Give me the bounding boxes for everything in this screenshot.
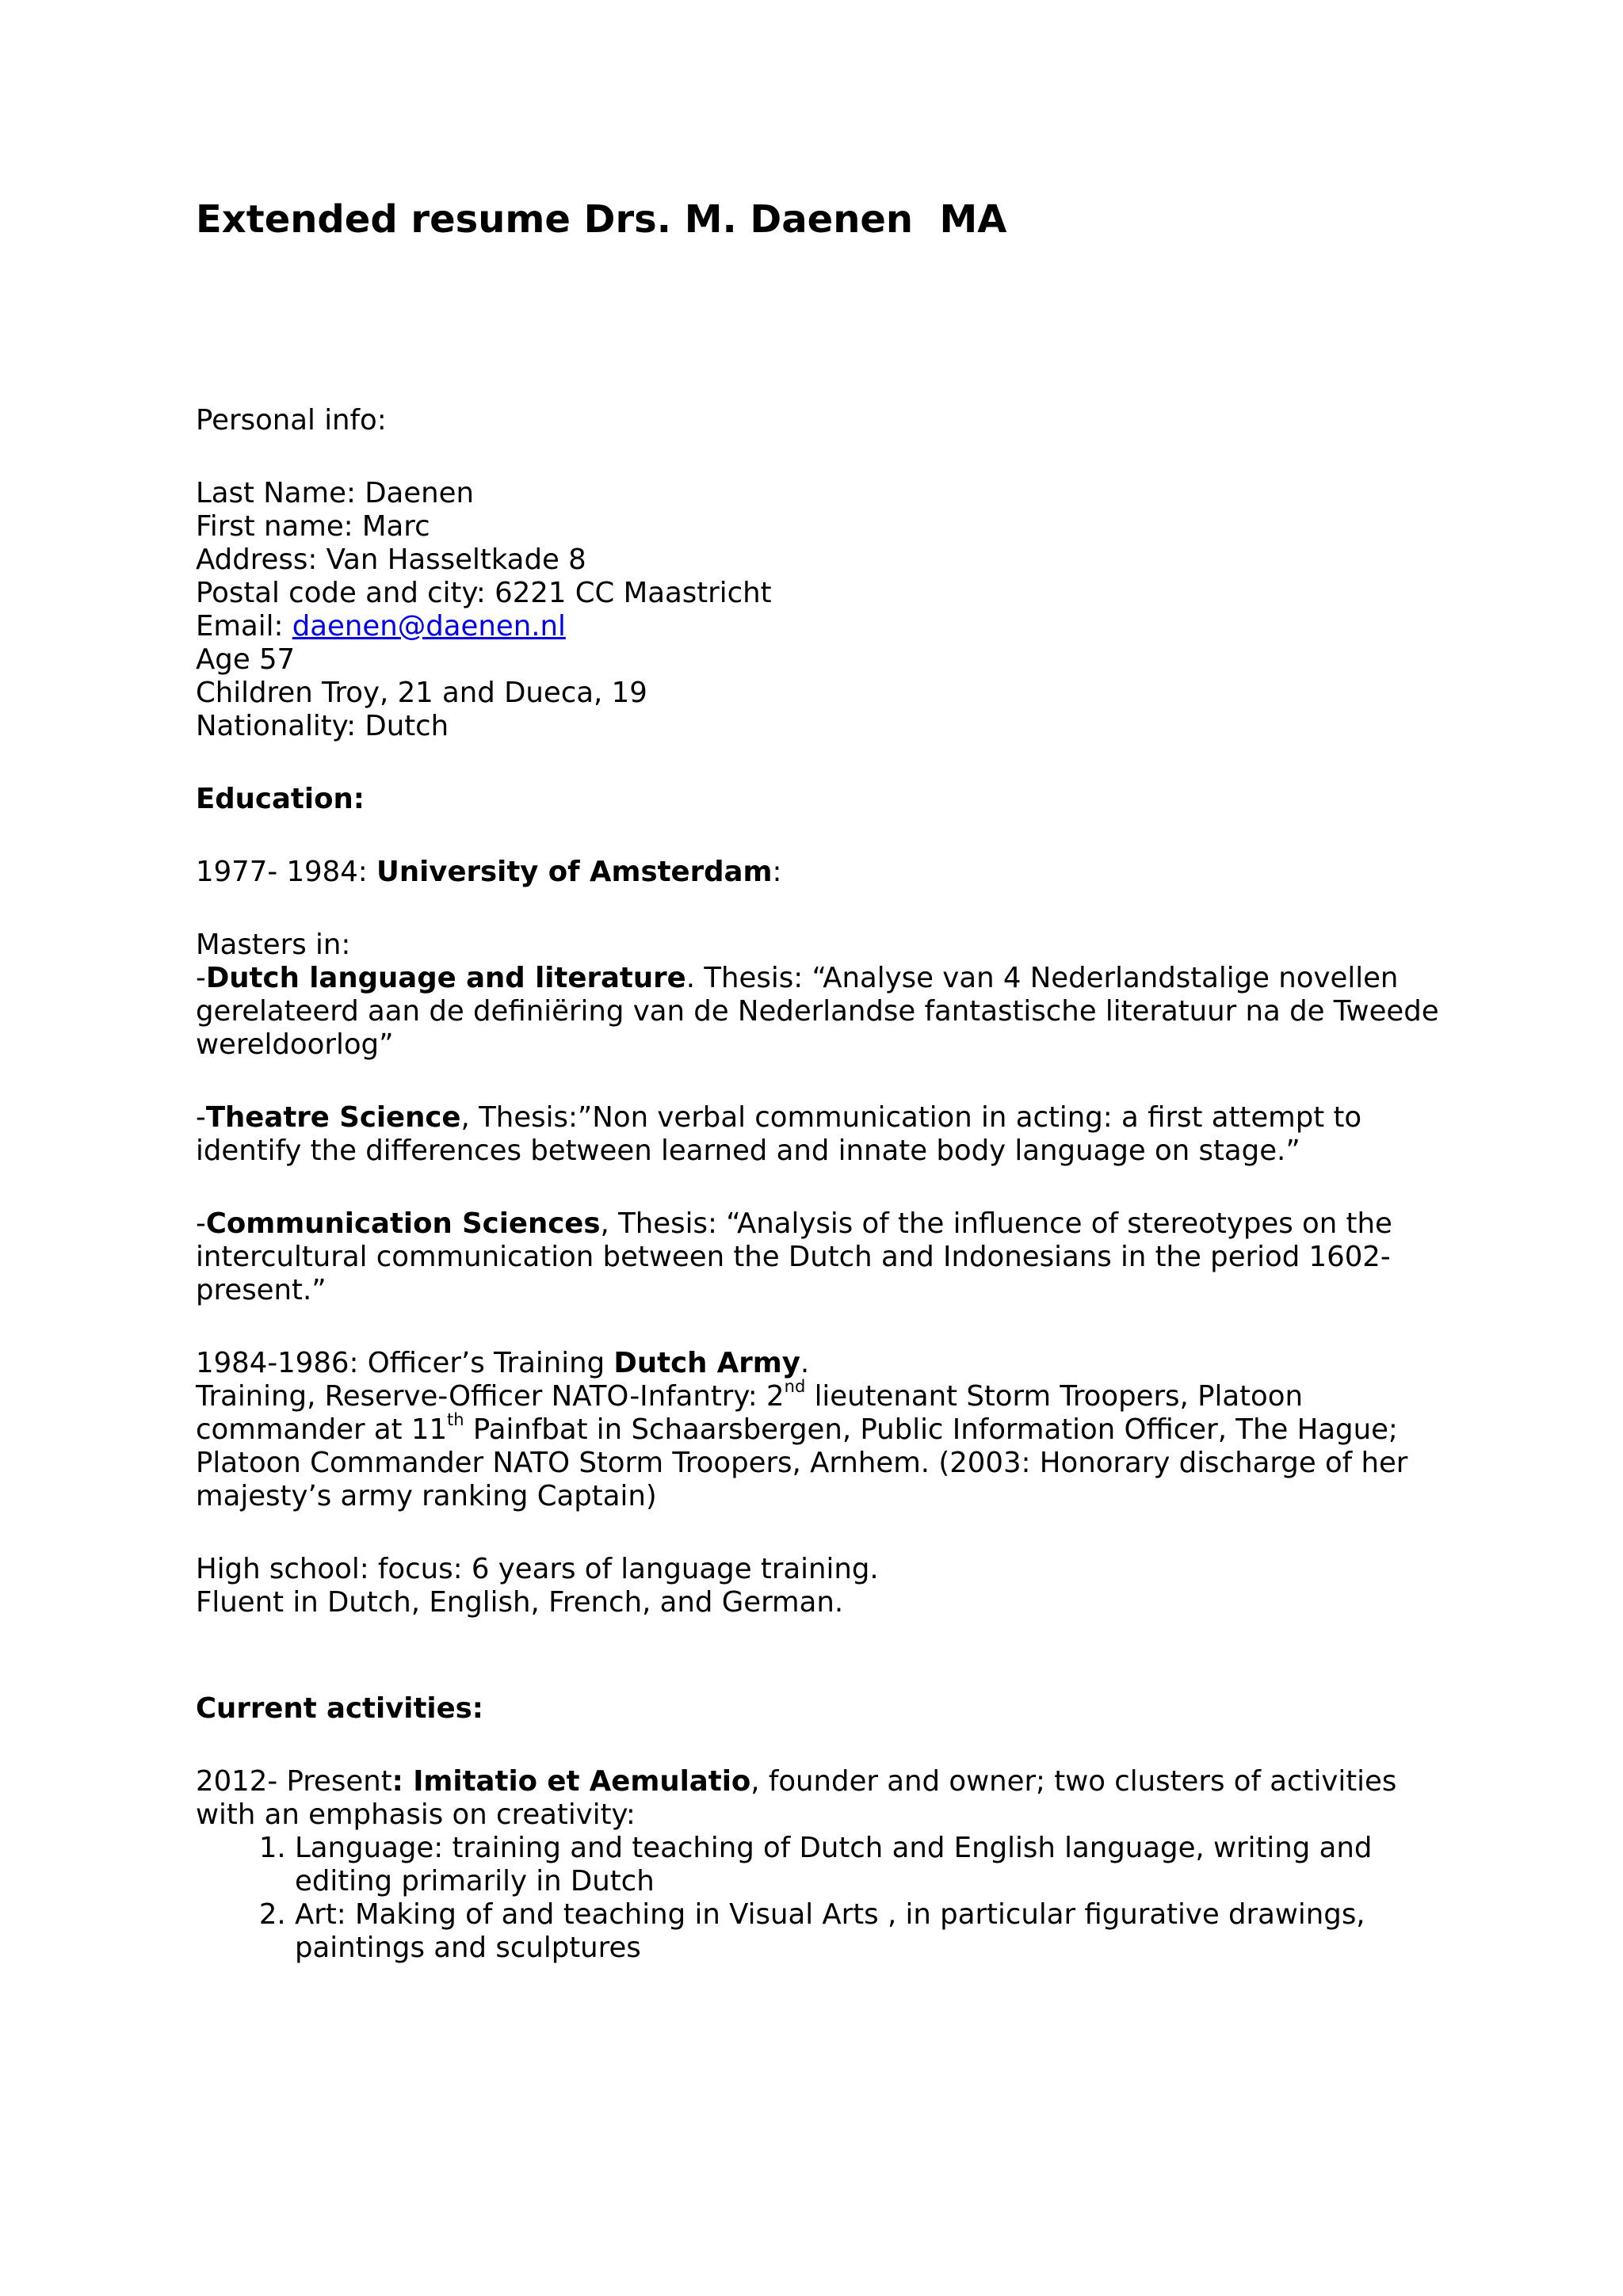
university-colon: : bbox=[772, 856, 782, 888]
masters-theatre bbox=[196, 1101, 1448, 1168]
army-training-text-3: Painfbat in Schaarsbergen, Public Information Officer, The Hague; Platoon Commander NATO Storm Troopers, Arnhem. (2003: Honorary discharge of her majesty’s army ranking Captain) bbox=[196, 1413, 1408, 1512]
email-link[interactable]: daenen@daenen.nl bbox=[292, 610, 566, 643]
children-line: Children Troy, 21 and Dueca, 19 bbox=[196, 677, 647, 709]
spacer bbox=[196, 1726, 1448, 1765]
army-name: Dutch Army bbox=[613, 1347, 800, 1379]
spacer bbox=[196, 1168, 1448, 1207]
masters-dutch bbox=[196, 962, 1448, 1062]
spacer bbox=[196, 1619, 1448, 1692]
army-dot: . bbox=[800, 1347, 810, 1379]
masters-communication-thesis: , Thesis: “Analysis of the influence of stereotypes on the intercultural communication between the Dutch and Indonesians in the period 1602-present.” bbox=[196, 1207, 1392, 1306]
army-years: 1984-1986: Officer’s Training bbox=[196, 1347, 614, 1379]
superscript-nd: nd bbox=[784, 1377, 806, 1397]
army-training bbox=[196, 1377, 1448, 1513]
current-activity-line bbox=[196, 1765, 1448, 1832]
superscript-th: th bbox=[447, 1410, 464, 1430]
postal-line: Postal code and city: 6221 CC Maastricht bbox=[196, 577, 772, 609]
high-school-line: High school: focus: 6 years of language training. bbox=[196, 1553, 879, 1585]
email-line bbox=[196, 610, 1448, 643]
activities-list bbox=[196, 1832, 1448, 1965]
spacer bbox=[196, 437, 1448, 477]
masters-dash: - bbox=[196, 962, 206, 994]
email-label: Email: bbox=[196, 610, 292, 643]
current-company: : Imitatio et Aemulatio bbox=[391, 1765, 751, 1798]
army-training-text-1: Training, Reserve-Officer NATO-Infantry: 2 bbox=[196, 1380, 785, 1413]
spacer bbox=[196, 889, 1448, 929]
masters-dash: - bbox=[196, 1101, 206, 1134]
spacer bbox=[196, 1513, 1448, 1553]
masters-communication-name: Communication Sciences bbox=[205, 1207, 601, 1240]
current-years: 2012- Present bbox=[196, 1765, 392, 1798]
university-years: 1977- 1984: bbox=[196, 856, 377, 888]
masters-dutch-name: Dutch language and literature bbox=[205, 962, 686, 994]
first-name-line: First name: Marc bbox=[196, 510, 430, 543]
spacer bbox=[196, 743, 1448, 783]
fluent-line: Fluent in Dutch, English, French, and German. bbox=[196, 1586, 844, 1619]
masters-theatre-thesis: , Thesis:”Non verbal communication in acting: a first attempt to identify the differences between learned and innate body language on stage.” bbox=[196, 1101, 1362, 1167]
masters-dash: - bbox=[196, 1207, 206, 1240]
university-line bbox=[196, 856, 1448, 889]
personal-info-heading: Personal info: bbox=[196, 404, 387, 437]
document-body bbox=[196, 404, 1448, 1965]
nationality-line: Nationality: Dutch bbox=[196, 710, 449, 742]
education-heading: Education: bbox=[196, 783, 365, 815]
masters-communication bbox=[196, 1207, 1448, 1307]
army-training-text-2: lieutenant Storm Troopers, Platoon commander at 11 bbox=[196, 1380, 1303, 1446]
address-line: Address: Van Hasseltkade 8 bbox=[196, 543, 586, 576]
age-line: Age 57 bbox=[196, 643, 296, 676]
list-item: 1. Language: training and teaching of Dutch and English language, writing and editing primarily in Dutch bbox=[295, 1832, 1448, 1898]
spacer bbox=[196, 1307, 1448, 1347]
current-description: , founder and owner; two clusters of activities with an emphasis on creativity: bbox=[196, 1765, 1397, 1831]
last-name-line: Last Name: Daenen bbox=[196, 477, 474, 509]
spacer bbox=[196, 816, 1448, 856]
document-title: Extended resume Drs. M. Daenen MA bbox=[196, 197, 1007, 242]
university-name: University of Amsterdam bbox=[376, 856, 773, 888]
masters-dutch-thesis: . Thesis: “Analyse van 4 Nederlandstalige novellen gerelateerd aan de definiëring van de Nederlandse fantastische literatuur na de Tweede wereldoorlog” bbox=[196, 962, 1439, 1061]
masters-theatre-name: Theatre Science bbox=[205, 1101, 461, 1134]
masters-intro: Masters in: bbox=[196, 929, 351, 961]
army-line bbox=[196, 1347, 1448, 1380]
list-item: 2. Art: Making of and teaching in Visual Arts , in particular figurative drawings, paintings and sculptures bbox=[295, 1898, 1448, 1965]
current-activities-heading: Current activities: bbox=[196, 1692, 484, 1725]
spacer bbox=[196, 1062, 1448, 1101]
